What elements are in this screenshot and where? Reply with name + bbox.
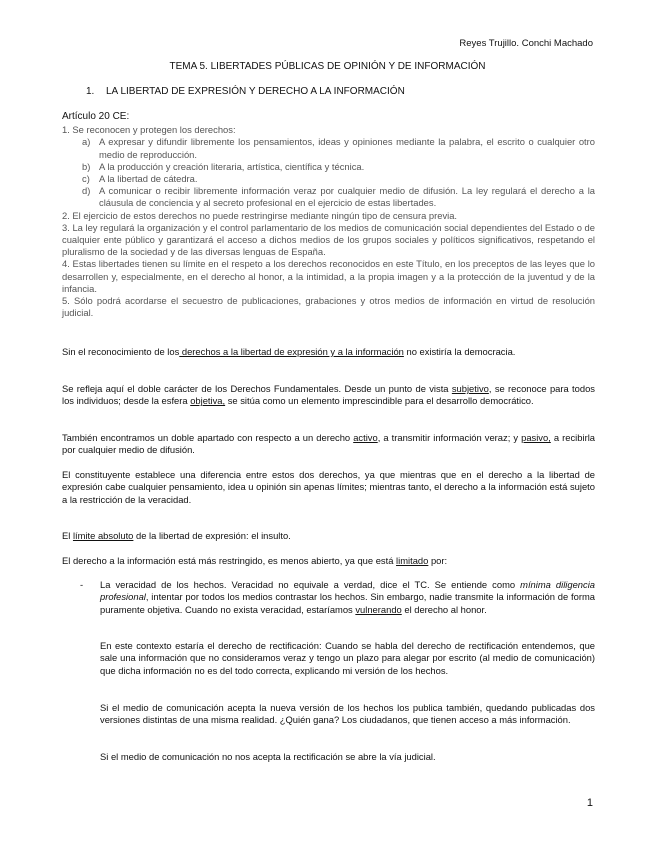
text-run: el derecho al honor. <box>401 603 487 615</box>
article-item <box>62 173 595 185</box>
underlined-text: objetiva, <box>190 395 226 407</box>
article-item <box>62 185 595 209</box>
underlined-text: límite absoluto <box>72 530 134 541</box>
paragraph-rectification: En este contexto estaría el derecho de rectificación: Cuando se habla del derecho de rectificación entendemos, que sale una información que no consideramos veraz y tengo un plazo para alegar por escrito (al medio de comunicación) que dicha información no es del todo correcta, explicando mi versión de los hechos. <box>100 640 595 676</box>
article-item <box>62 136 595 160</box>
underlined-text: subjetivo <box>451 383 489 394</box>
text-run: , intentar por todos los medios contrastar los hechos. Sin embargo, nadie transmite la información de forma puramente objetiva. Cuando no exista veracidad, estaríamos <box>100 591 595 615</box>
item-text: A comunicar o recibir libremente información veraz por cualquier medio de difusión. La ley regulará el derecho a la cláusula de conciencia y al secreto profesional en el ejercicio de estas libertades. <box>99 185 595 209</box>
underlined-text: derechos a la libertad de expresión y a la información <box>179 346 404 357</box>
text-run: La veracidad de los hechos. Veracidad no equivale a verdad, dice el TC. Se entiende como <box>100 579 521 590</box>
item-letter: c) <box>82 173 90 185</box>
text-run: Se refleja aquí el doble carácter de los Derechos Fundamentales. Desde un punto de vista <box>62 383 452 394</box>
article-paragraph-1: 1. Se reconocen y protegen los derechos: <box>62 124 236 136</box>
article-block <box>62 111 595 319</box>
text-run: de la libertad de expresión: el insulto. <box>133 530 291 541</box>
text-run: a recibirla por cualquier medio de difusión. <box>62 432 595 456</box>
text-run: por: <box>428 555 448 566</box>
item-text: A la producción y creación literaria, artística, científica y técnica. <box>99 160 365 172</box>
paragraph-accept-version: Si el medio de comunicación acepta la nueva versión de los hechos los publica también, quedando publicadas dos versiones distintas de una misma realidad. ¿Quién gana? Los ciudadanos, que tienen acceso a más información. <box>100 702 595 726</box>
paragraph-democracy <box>62 346 595 358</box>
bullet-row <box>62 579 595 616</box>
text-run: no existiría la democracia. <box>403 346 516 357</box>
bullet-text <box>100 579 595 616</box>
page-title: TEMA 5. LIBERTADES PÚBLICAS DE OPINIÓN Y DE INFORMACIÓN <box>169 61 486 72</box>
item-text: A expresar y difundir libremente los pensamientos, ideas y opiniones mediante la palabra, el escrito o cualquier otro medio de reproducción. <box>99 136 595 160</box>
article-paragraph-5: 5. Sólo podrá acordarse el secuestro de publicaciones, grabaciones y otros medios de información en virtud de resolución judicial. <box>62 295 595 319</box>
text-run: , a transmitir información veraz; y <box>377 432 522 443</box>
item-letter: b) <box>82 160 91 172</box>
text-run: se sitúa como un elemento imprescindible para el desarrollo democrático. <box>225 395 534 407</box>
paragraph-double-character <box>62 383 595 408</box>
text-run: , se reconoce para todos los individuos; desde la esfera <box>62 383 595 407</box>
underlined-text: limitado <box>396 555 429 566</box>
paragraph-difference: El constituyente establece una diferencia entre estos dos derechos, ya que mientras que en el derecho a la libertad de expresión cabe cualquier pensamiento, idea u opinión sin apenas límites; mientras tanto, el derecho a la información está sujeto a la restricción de la veracidad. <box>62 469 595 505</box>
page-number: 1 <box>586 797 593 809</box>
bullet-item-veracity <box>62 579 595 616</box>
italic-text: mínima diligencia profesional <box>100 579 595 603</box>
text-run: Sin el reconocimiento de los <box>62 346 180 357</box>
paragraph-absolute-limit <box>62 530 595 542</box>
paragraph-judicial: Si el medio de comunicación no nos acepta la rectificación se abre la vía judicial. <box>100 751 436 762</box>
underlined-text: vulnerando <box>355 603 402 615</box>
bullet-dash: - <box>80 579 84 590</box>
underlined-text: activo <box>353 432 378 443</box>
article-heading: Artículo 20 CE: <box>62 111 130 122</box>
item-letter: a) <box>82 136 91 148</box>
paragraph-active-passive <box>62 432 595 457</box>
article-paragraph-4: 4. Estas libertades tienen su límite en el respeto a los derechos reconocidos en este Título, en los preceptos de las leyes que lo desarrollen y, especialmente, en el derecho al honor, a la intimidad, a la propia imagen y a la protección de la juventud y de la infancia. <box>62 258 595 294</box>
article-item <box>62 161 595 173</box>
paragraph-limited <box>62 555 595 567</box>
text-run: El derecho a la información está más restringido, es menos abierto, ya que está <box>62 555 397 566</box>
header-author: Reyes Trujillo. Conchi Machado <box>459 38 593 49</box>
text-run: El <box>62 530 73 541</box>
section-heading <box>86 86 405 97</box>
item-text: A la libertad de cátedra. <box>99 173 198 185</box>
section-label: LA LIBERTAD DE EXPRESIÓN Y DERECHO A LA INFORMACIÓN <box>106 86 405 97</box>
item-letter: d) <box>82 185 91 197</box>
article-paragraph-2: 2. El ejercicio de estos derechos no puede restringirse mediante ningún tipo de censura previa. <box>62 209 458 221</box>
underlined-text: pasivo, <box>521 432 551 443</box>
section-number: 1. <box>86 86 95 97</box>
text-run: También encontramos un doble apartado con respecto a un derecho <box>62 432 354 443</box>
article-paragraph-3: 3. La ley regulará la organización y el control parlamentario de los medios de comunicación social dependientes del Estado o de cualquier ente público y garantizará el acceso a dichos medios de los grupos sociales y políticos significativos, respetando el pluralismo de la sociedad y de las diversas lenguas de España. <box>62 221 595 258</box>
